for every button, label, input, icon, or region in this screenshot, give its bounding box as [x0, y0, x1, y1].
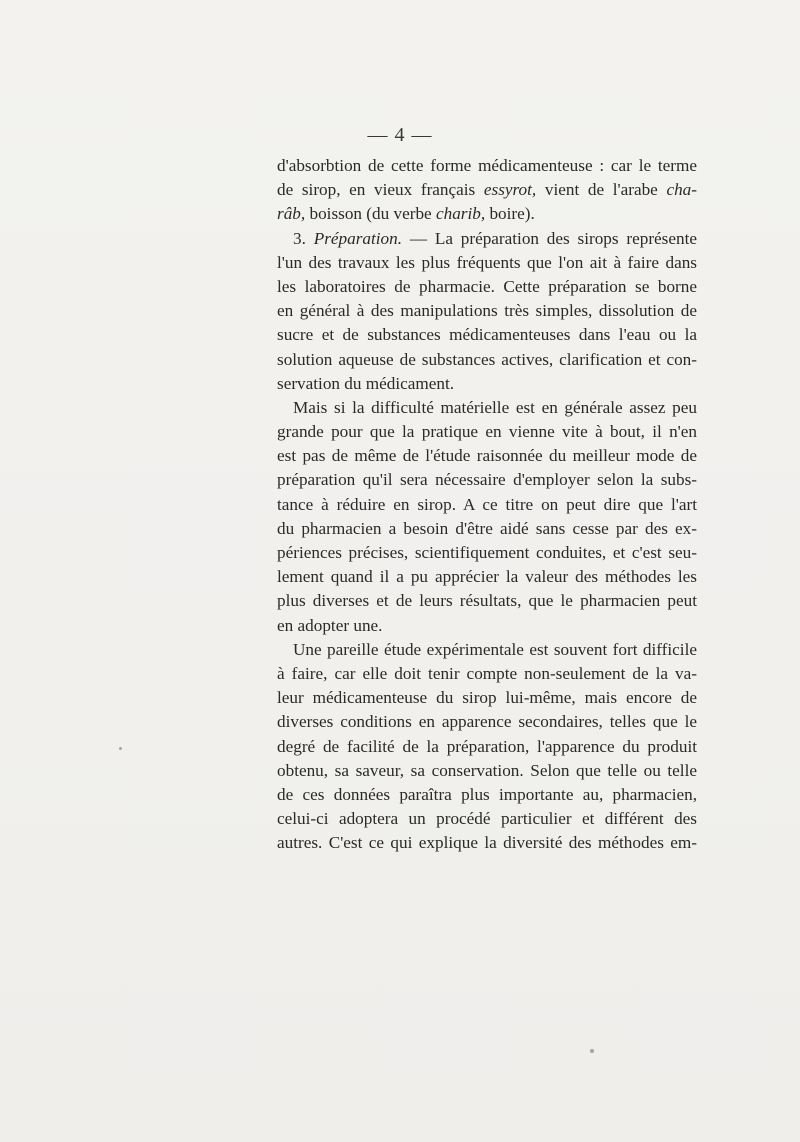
text-segment: en adopter une.: [277, 615, 383, 635]
text-line: [277, 154, 697, 178]
text-line: [277, 565, 697, 589]
text-line: [277, 251, 697, 275]
text-segment: tance à réduire en sirop. A ce titre on peut dire que l'art: [277, 494, 697, 514]
text-segment: en général à des manipulations très simples, dissolution de: [277, 301, 697, 321]
text-segment: Mais si la difficulté matérielle est en générale assez peu: [293, 397, 697, 417]
paper-speck: [590, 1049, 594, 1053]
text-segment: autres. C'est ce qui explique la diversité des méthodes em-: [277, 833, 697, 853]
body-text: [277, 154, 697, 855]
text-line: [277, 444, 697, 468]
text-line: [277, 178, 697, 202]
text-segment: d'absorbtion de cette forme médicamenteuse : car le terme: [277, 156, 697, 175]
text-segment: boire).: [485, 204, 535, 224]
italic-text: essyrot,: [483, 180, 537, 200]
text-line: [277, 735, 697, 759]
text-line: [277, 638, 697, 662]
text-segment: l'un des travaux les plus fréquents que l'on ait à faire dans: [277, 252, 697, 272]
text-segment: degré de facilité de la préparation, l'apparence du produit: [277, 736, 697, 756]
text-segment: de sirop, en vieux français: [277, 180, 484, 200]
text-segment: du pharmacien a besoin d'être aidé sans cesse par des ex-: [277, 518, 697, 538]
text-line: [277, 493, 697, 517]
text-segment: Une pareille étude expérimentale est souvent fort difficile: [293, 639, 697, 659]
text-line: [277, 662, 697, 686]
text-segment: leur médicamenteuse du sirop lui-même, mais encore de: [277, 688, 697, 708]
italic-text: charib,: [435, 204, 486, 224]
text-line: [277, 759, 697, 783]
text-line: [277, 686, 697, 710]
text-segment: boisson (du verbe: [305, 204, 436, 224]
text-segment: diverses conditions en apparence secondaires, telles que le: [277, 712, 697, 732]
text-segment: préparation qu'il sera nécessaire d'employer selon la subs-: [277, 470, 697, 490]
paper-speck: [119, 747, 122, 750]
text-line: [277, 202, 697, 226]
text-line: [277, 348, 697, 372]
text-segment: les laboratoires de pharmacie. Cette préparation se borne: [277, 276, 697, 296]
text-line: [277, 831, 697, 855]
text-line: [277, 783, 697, 807]
text-line: [277, 517, 697, 541]
text-line: [277, 275, 697, 299]
text-segment: grande pour que la pratique en vienne vite à bout, il n'en: [277, 422, 697, 442]
text-line: [277, 396, 697, 420]
text-line: [277, 323, 697, 347]
text-line: [277, 614, 697, 638]
text-segment: sucre et de substances médicamenteuses dans l'eau ou la: [277, 325, 697, 345]
text-segment: périences précises, scientifiquement conduites, et c'est seu-: [277, 543, 697, 562]
text-segment: — La préparation des sirops représente: [402, 228, 698, 248]
text-line: [277, 541, 697, 565]
text-segment: est pas de même de l'étude raisonnée du meilleur mode de: [277, 446, 697, 466]
italic-text: râb,: [277, 204, 306, 224]
text-segment: servation du médicament.: [277, 373, 455, 393]
text-line: [277, 372, 697, 396]
text-segment: à faire, car elle doit tenir compte non-seulement de la va-: [277, 663, 697, 683]
text-line: [277, 710, 697, 734]
text-segment: lement quand il a pu apprécier la valeur des méthodes les: [277, 567, 697, 587]
italic-text: cha-: [666, 180, 697, 200]
text-segment: obtenu, sa saveur, sa conservation. Selon que telle ou telle: [277, 760, 697, 780]
page-number: — 4 —: [367, 124, 433, 146]
text-segment: celui-ci adoptera un procédé particulier et différent des: [277, 809, 697, 829]
italic-text: Préparation.: [313, 228, 403, 248]
text-line: [277, 468, 697, 492]
text-line: [277, 589, 697, 613]
text-segment: solution aqueuse de substances actives, clarification et con-: [277, 349, 697, 369]
text-segment: plus diverses et de leurs résultats, que le pharmacien peut: [277, 591, 697, 611]
text-line: [277, 420, 697, 444]
text-segment: 3.: [293, 228, 314, 248]
text-segment: de ces données paraîtra plus importante au, pharmacien,: [277, 784, 697, 804]
text-line: [277, 807, 697, 831]
text-segment: vient de l'arabe: [536, 180, 667, 200]
text-line: [277, 299, 697, 323]
text-line: [277, 227, 697, 251]
